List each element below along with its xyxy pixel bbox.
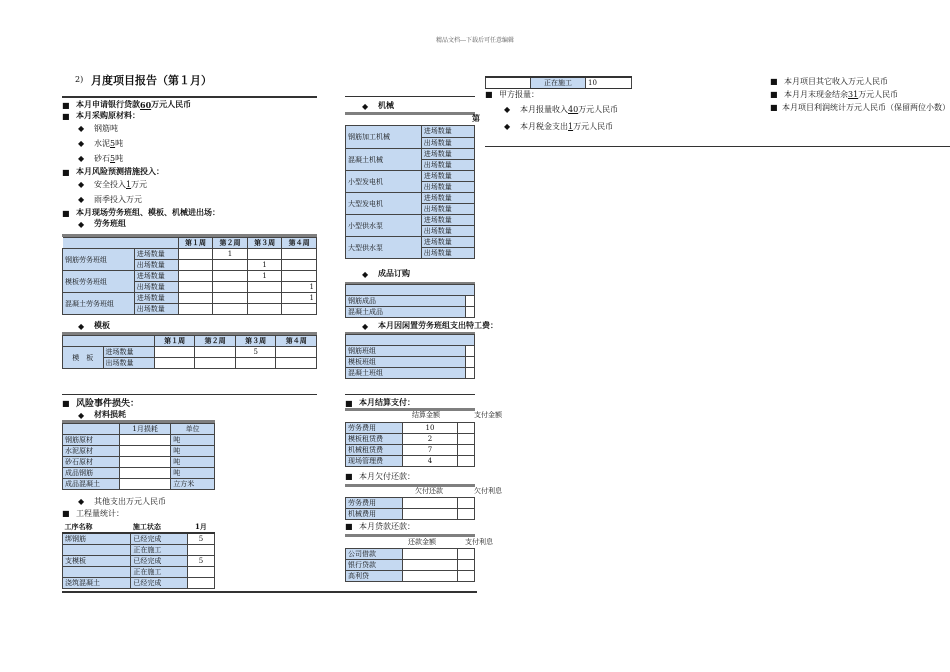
loanrepay-heading xyxy=(345,521,415,532)
materials-title: 本月采购原材料： xyxy=(76,110,140,120)
left-column-top xyxy=(62,99,317,229)
diamond-bullet-icon: ◆ xyxy=(78,497,85,506)
loss-header: 1月损耗 xyxy=(120,424,171,435)
material-cement-value: 5 xyxy=(110,139,116,148)
products-header xyxy=(346,285,475,296)
in-label: 进场数量 xyxy=(103,347,154,358)
machine-name: 钢筋加工机械 xyxy=(346,126,422,149)
qty-status: 已经完成 xyxy=(131,556,187,567)
cell xyxy=(403,549,458,560)
settle-value: 4 xyxy=(403,456,458,467)
owner-item-unit: 万元人民币 xyxy=(573,122,614,131)
square-bullet-icon: ■ xyxy=(62,207,70,218)
in-label: 进场数量 xyxy=(421,215,474,226)
week-header: 第４周 xyxy=(282,238,317,249)
cell: 1 xyxy=(213,249,248,260)
cell xyxy=(466,357,475,368)
square-bullet-icon: ■ xyxy=(345,472,353,481)
qty-value: 5 xyxy=(187,556,214,567)
cell xyxy=(458,456,475,467)
in-label: 进场数量 xyxy=(421,237,474,248)
material-item xyxy=(62,136,317,151)
cell xyxy=(120,457,171,468)
cell xyxy=(282,271,317,282)
products-title: 成品订购 xyxy=(378,268,410,278)
week-header: 第３周 xyxy=(235,336,276,347)
material-cement-unit: 吨 xyxy=(115,139,124,148)
qty-header: 1月 xyxy=(187,522,214,533)
far-item-label: 本月月末现金结余 xyxy=(784,90,848,99)
settle-table xyxy=(345,422,475,467)
settle-heading xyxy=(345,397,415,408)
machine-name: 混凝土机械 xyxy=(346,149,422,171)
cell xyxy=(154,358,195,369)
in-label: 进场数量 xyxy=(421,126,474,138)
products-heading xyxy=(362,268,410,279)
in-label: 进场数量 xyxy=(421,171,474,182)
machine-name: 小型供水泵 xyxy=(346,215,422,237)
machinery-title: 机械 xyxy=(378,100,394,110)
risk-event-heading xyxy=(62,397,139,408)
square-bullet-icon: ■ xyxy=(62,166,70,177)
cell xyxy=(466,296,475,307)
qty-name xyxy=(63,545,131,556)
cell xyxy=(195,347,236,358)
page-title: 月度项目报告（第１月） xyxy=(91,74,212,87)
owed-name: 劳务费用 xyxy=(346,498,403,509)
loss-unit: 吨 xyxy=(171,446,215,457)
loan-label: 本月申请银行贷款 xyxy=(76,99,140,109)
cell xyxy=(120,446,171,457)
cell xyxy=(178,271,213,282)
cell xyxy=(235,358,276,369)
machine-name: 小型发电机 xyxy=(346,171,422,193)
qty-header: 工序名称 xyxy=(63,522,131,533)
loss-name: 成品混凝土 xyxy=(63,479,120,490)
team-name: 钢筋劳务班组 xyxy=(63,249,135,271)
loss-name: 水泥原材 xyxy=(63,446,120,457)
square-bullet-icon: ■ xyxy=(770,103,778,112)
in-label: 进场数量 xyxy=(134,271,178,282)
loss-unit: 吨 xyxy=(171,468,215,479)
cell xyxy=(458,571,475,582)
risk-title: 本月风险预测措施投入： xyxy=(76,166,164,176)
far-item xyxy=(770,75,950,88)
cell xyxy=(120,468,171,479)
cell xyxy=(403,509,458,520)
settle-title: 本月结算支付： xyxy=(359,397,415,407)
out-label: 出场数量 xyxy=(421,204,474,215)
safety-value: 1 xyxy=(126,180,132,189)
diamond-bullet-icon: ◆ xyxy=(78,139,85,148)
settle-value: 2 xyxy=(403,434,458,445)
loss-unit: 吨 xyxy=(171,457,215,468)
cell xyxy=(247,304,282,315)
owner-title: 甲方报量： xyxy=(499,90,539,99)
quantity-title: 工程量统计： xyxy=(76,509,124,518)
cell xyxy=(466,307,475,318)
far-item xyxy=(770,101,950,114)
cell xyxy=(213,260,248,271)
left-lower-rule xyxy=(62,394,317,395)
far-item-unit: 万元人民币 xyxy=(858,90,899,99)
material-loss-heading xyxy=(78,409,126,420)
loss-table xyxy=(62,423,215,490)
labor-heading xyxy=(62,207,317,218)
cell xyxy=(486,77,531,89)
owner-item xyxy=(504,104,618,115)
loanrepay-name: 高利贷 xyxy=(346,571,403,582)
qty-status: 正在施工 xyxy=(131,567,187,578)
diamond-bullet-icon: ◆ xyxy=(362,268,369,279)
week-header: 第２周 xyxy=(213,238,248,249)
diamond-bullet-icon: ◆ xyxy=(504,105,511,114)
owner-item-label: 本月税金支出 xyxy=(520,122,568,131)
team-name: 混凝土班组 xyxy=(346,368,466,379)
labor-corner xyxy=(63,238,179,249)
special-title: 本月因闲置劳务班组支出特工费： xyxy=(378,320,498,330)
diamond-bullet-icon: ◆ xyxy=(78,218,85,229)
material-loss-title: 材料损耗 xyxy=(94,409,126,419)
other-expense-label: 其他支出万元人民币 xyxy=(94,497,166,506)
special-heading xyxy=(362,320,498,331)
loan-value: 60 xyxy=(140,99,152,110)
product-name: 钢筋成品 xyxy=(346,296,466,307)
materials-heading xyxy=(62,110,317,121)
qty-header: 施工状态 xyxy=(131,522,187,533)
cell xyxy=(276,358,317,369)
cell xyxy=(403,560,458,571)
out-label: 出场数量 xyxy=(421,248,474,259)
settle-name: 劳务费用 xyxy=(346,423,403,434)
status-value: 10 xyxy=(586,77,632,89)
week-header: 第１周 xyxy=(154,336,195,347)
cell xyxy=(247,293,282,304)
safety-item xyxy=(62,177,317,192)
square-bullet-icon: ■ xyxy=(62,397,70,408)
formwork-corner xyxy=(63,336,155,347)
cell xyxy=(213,304,248,315)
products-table xyxy=(345,284,475,318)
quantity-heading xyxy=(62,508,124,519)
diamond-bullet-icon: ◆ xyxy=(78,409,85,420)
loan-unit: 万元人民币 xyxy=(151,99,192,109)
left-top-rule xyxy=(62,96,317,98)
week-header: 第４周 xyxy=(276,336,317,347)
loanrepay-title: 本月贷款还款： xyxy=(359,522,415,531)
cell xyxy=(213,271,248,282)
cell xyxy=(282,304,317,315)
cell xyxy=(458,445,475,456)
middle-lower-rule xyxy=(345,394,475,395)
owed-table-bar xyxy=(345,484,475,487)
material-steel: 钢筋吨 xyxy=(94,124,118,133)
qty-name xyxy=(63,567,131,578)
cell xyxy=(458,509,475,520)
square-bullet-icon: ■ xyxy=(485,90,493,99)
cell xyxy=(466,368,475,379)
formwork-sub-label: 模板 xyxy=(94,320,110,330)
cell xyxy=(154,347,195,358)
labor-title: 本月现场劳务班组、模板、机械进出场： xyxy=(76,207,220,217)
team-name: 钢筋班组 xyxy=(346,346,466,357)
settle-value: 10 xyxy=(403,423,458,434)
formwork-table xyxy=(62,335,317,369)
owner-item-label: 本月报量收入 xyxy=(520,105,568,114)
owed-table xyxy=(345,497,475,520)
cell xyxy=(178,249,213,260)
diamond-bullet-icon: ◆ xyxy=(504,122,511,131)
settle-table-bar xyxy=(345,408,475,411)
in-label: 进场数量 xyxy=(421,149,474,160)
loss-corner xyxy=(63,424,120,435)
machinery-heading xyxy=(362,100,394,111)
loss-name: 成品钢筋 xyxy=(63,468,120,479)
settle-header: 结算金额 xyxy=(412,411,440,419)
cell xyxy=(247,282,282,293)
in-label: 进场数量 xyxy=(134,249,178,260)
out-label: 出场数量 xyxy=(421,137,474,149)
material-sand-label: 砂石 xyxy=(94,154,110,163)
cell xyxy=(458,423,475,434)
loanrepay-table xyxy=(345,548,475,582)
square-bullet-icon: ■ xyxy=(62,110,70,121)
qty-status: 正在施工 xyxy=(131,545,187,556)
material-sand-value: 5 xyxy=(110,154,116,163)
qty-value: 5 xyxy=(187,533,214,545)
cut-heading-char: 第 xyxy=(472,113,480,123)
cell xyxy=(458,498,475,509)
settle-name: 现场管理费 xyxy=(346,456,403,467)
week-header: 第３周 xyxy=(247,238,282,249)
cell xyxy=(178,282,213,293)
material-sand-unit: 吨 xyxy=(115,154,124,163)
loss-unit: 立方米 xyxy=(171,479,215,490)
risk-event-title: 风险事件损失： xyxy=(76,399,140,409)
diamond-bullet-icon: ◆ xyxy=(78,124,85,133)
settle-value: 7 xyxy=(403,445,458,456)
loan-line xyxy=(62,99,317,110)
square-bullet-icon: ■ xyxy=(62,509,70,518)
diamond-bullet-icon: ◆ xyxy=(362,320,369,331)
qty-status: 已经完成 xyxy=(131,533,187,545)
cell xyxy=(195,358,236,369)
diamond-bullet-icon: ◆ xyxy=(78,195,85,204)
in-label: 进场数量 xyxy=(134,293,178,304)
owner-heading xyxy=(485,89,539,100)
owner-item-value: 40 xyxy=(568,105,579,114)
machine-table-bar xyxy=(345,112,475,115)
team-name: 混凝土劳务班组 xyxy=(63,293,135,315)
cell: 1 xyxy=(247,271,282,282)
loss-header: 单位 xyxy=(171,424,215,435)
cell xyxy=(458,434,475,445)
far-right-list xyxy=(770,75,950,114)
owed-header: 欠付利息 xyxy=(474,487,502,495)
team-name: 模板班组 xyxy=(346,357,466,368)
owner-item xyxy=(504,121,613,132)
out-label: 出场数量 xyxy=(421,182,474,193)
cell xyxy=(178,260,213,271)
qty-value xyxy=(187,567,214,578)
cell xyxy=(213,293,248,304)
formwork-sub xyxy=(78,320,110,331)
qty-value xyxy=(187,578,214,589)
far-item-label: 本月项目其它收入万元人民币 xyxy=(784,77,888,86)
rain-item xyxy=(62,192,317,207)
square-bullet-icon: ■ xyxy=(770,77,778,86)
diamond-bullet-icon: ◆ xyxy=(78,154,85,163)
cell: 1 xyxy=(282,282,317,293)
settle-header: 支付金额 xyxy=(474,411,502,419)
cell: 5 xyxy=(235,347,276,358)
qty-name: 绑钢筋 xyxy=(63,533,131,545)
owed-title: 本月欠付还款： xyxy=(359,472,415,481)
owed-header: 欠付还款 xyxy=(415,487,443,495)
watermark: 精品文档---下载后可任意编辑 xyxy=(435,37,515,44)
out-label: 出场数量 xyxy=(134,304,178,315)
owner-item-unit: 万元人民币 xyxy=(578,105,619,114)
safety-unit: 万元 xyxy=(131,180,148,189)
team-name: 模板劳务班组 xyxy=(63,271,135,293)
bottom-rule xyxy=(62,591,477,593)
qty-value xyxy=(187,545,214,556)
cell xyxy=(120,435,171,446)
cell xyxy=(247,249,282,260)
out-label: 出场数量 xyxy=(421,160,474,171)
machine-name: 大型发电机 xyxy=(346,193,422,215)
right-bottom-rule xyxy=(485,146,950,147)
out-label: 出场数量 xyxy=(134,282,178,293)
owner-item-value: 1 xyxy=(568,122,574,131)
diamond-bullet-icon: ◆ xyxy=(362,100,369,111)
far-item-label: 本月项目利润统计万元人民币（保留两位小数） xyxy=(782,103,950,112)
other-expense-item xyxy=(78,496,166,507)
in-label: 进场数量 xyxy=(421,193,474,204)
square-bullet-icon: ■ xyxy=(62,99,70,110)
risk-heading xyxy=(62,166,317,177)
settle-name: 机械租赁费 xyxy=(346,445,403,456)
cell xyxy=(178,293,213,304)
cell xyxy=(213,282,248,293)
cell xyxy=(458,549,475,560)
far-item-value: 31 xyxy=(848,90,859,99)
labor-sub-label: 劳务班组 xyxy=(94,218,126,228)
owed-name: 机械费用 xyxy=(346,509,403,520)
owed-heading xyxy=(345,471,415,482)
loss-name: 钢筋原材 xyxy=(63,435,120,446)
square-bullet-icon: ■ xyxy=(345,522,353,531)
formwork-name: 模 板 xyxy=(63,347,104,369)
square-bullet-icon: ■ xyxy=(770,90,778,99)
far-item xyxy=(770,88,950,101)
machine-table xyxy=(345,125,475,259)
square-bullet-icon: ■ xyxy=(345,397,353,408)
settle-name: 模板租赁费 xyxy=(346,434,403,445)
product-name: 混凝土成品 xyxy=(346,307,466,318)
qty-status: 已经完成 xyxy=(131,578,187,589)
qty-name: 支模板 xyxy=(63,556,131,567)
loss-name: 砂石原材 xyxy=(63,457,120,468)
material-item xyxy=(62,121,317,136)
title-number: 2) xyxy=(75,75,84,84)
middle-top-rule xyxy=(345,96,475,97)
loanrepay-header: 支付利息 xyxy=(465,538,493,546)
cell xyxy=(282,260,317,271)
teams-table xyxy=(345,334,475,379)
loanrepay-name: 公司借款 xyxy=(346,549,403,560)
cell xyxy=(282,249,317,260)
cell xyxy=(120,479,171,490)
cell: 1 xyxy=(282,293,317,304)
cell xyxy=(276,347,317,358)
loanrepay-name: 银行贷款 xyxy=(346,560,403,571)
machine-name: 大型供水泵 xyxy=(346,237,422,259)
cell xyxy=(403,571,458,582)
teams-header xyxy=(346,335,475,346)
cell xyxy=(466,346,475,357)
safety-label: 安全投入 xyxy=(94,180,126,189)
material-cement-label: 水泥 xyxy=(94,139,110,148)
week-header: 第１周 xyxy=(178,238,213,249)
loanrepay-header: 还款金额 xyxy=(408,538,436,546)
diamond-bullet-icon: ◆ xyxy=(78,320,85,331)
week-header: 第２周 xyxy=(195,336,236,347)
loss-unit: 吨 xyxy=(171,435,215,446)
qty-name: 浇筑混凝土 xyxy=(63,578,131,589)
rain-label: 雨季投入万元 xyxy=(94,195,142,204)
quantity-table xyxy=(62,522,215,589)
labor-table xyxy=(62,237,317,315)
material-item xyxy=(62,151,317,166)
out-label: 出场数量 xyxy=(421,226,474,237)
out-label: 出场数量 xyxy=(103,358,154,369)
cell: 1 xyxy=(247,260,282,271)
cell xyxy=(403,498,458,509)
cell xyxy=(178,304,213,315)
diamond-bullet-icon: ◆ xyxy=(78,180,85,189)
out-label: 出场数量 xyxy=(134,260,178,271)
labor-sub xyxy=(62,218,317,229)
status-cell: 正在施工 xyxy=(531,77,586,89)
cell xyxy=(458,560,475,571)
